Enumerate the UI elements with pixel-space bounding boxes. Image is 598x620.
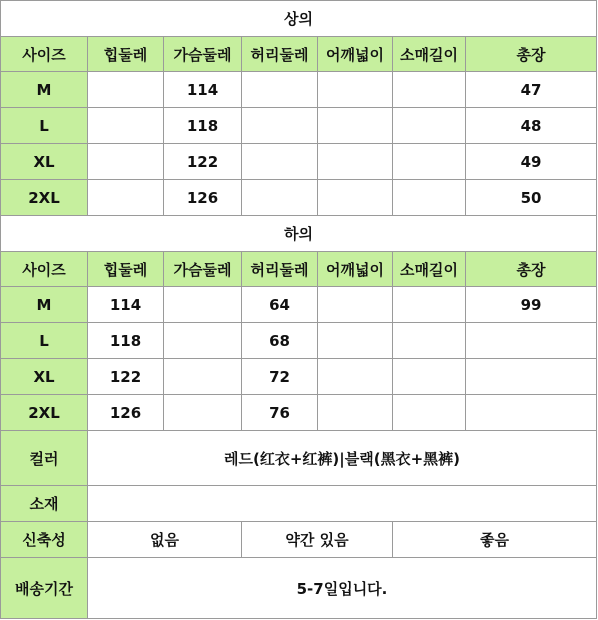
measure-cell: 49 <box>466 144 597 180</box>
measure-cell <box>164 287 242 323</box>
header-cell: 어깨넓이 <box>318 252 393 287</box>
measure-cell: 64 <box>242 287 318 323</box>
header-cell: 힙둘레 <box>88 37 164 72</box>
size-label: M <box>0 72 88 108</box>
measure-cell <box>466 359 597 395</box>
measure-cell <box>164 395 242 431</box>
size-label: 2XL <box>0 395 88 431</box>
measure-cell: 114 <box>164 72 242 108</box>
measure-cell <box>242 144 318 180</box>
measure-cell: 99 <box>466 287 597 323</box>
measure-cell <box>242 180 318 216</box>
measure-cell <box>242 72 318 108</box>
measure-cell <box>318 144 393 180</box>
stretch-option-some: 약간 있음 <box>242 522 393 558</box>
measure-cell <box>242 108 318 144</box>
header-cell: 사이즈 <box>0 252 88 287</box>
header-cell: 허리둘레 <box>242 252 318 287</box>
measure-cell: 114 <box>88 287 164 323</box>
measure-cell <box>393 323 466 359</box>
size-label: XL <box>0 144 88 180</box>
measure-cell <box>466 395 597 431</box>
measure-cell <box>164 323 242 359</box>
measure-cell: 118 <box>88 323 164 359</box>
measure-cell: 68 <box>242 323 318 359</box>
size-label: XL <box>0 359 88 395</box>
header-cell: 총장 <box>466 252 597 287</box>
header-cell: 사이즈 <box>0 37 88 72</box>
measure-cell <box>393 359 466 395</box>
section-title-bottom: 하의 <box>0 216 597 252</box>
measure-cell <box>318 72 393 108</box>
measure-cell: 76 <box>242 395 318 431</box>
header-cell: 소매길이 <box>393 37 466 72</box>
color-value: 레드(红衣+红裤)|블랙(黑衣+黑裤) <box>88 431 597 486</box>
measure-cell <box>88 72 164 108</box>
size-label: M <box>0 287 88 323</box>
material-label: 소재 <box>0 486 88 522</box>
size-label: L <box>0 323 88 359</box>
measure-cell <box>393 144 466 180</box>
size-label: L <box>0 108 88 144</box>
stretch-label: 신축성 <box>0 522 88 558</box>
stretch-option-none: 없음 <box>88 522 242 558</box>
measure-cell <box>393 395 466 431</box>
measure-cell: 126 <box>88 395 164 431</box>
color-label: 컬러 <box>0 431 88 486</box>
measure-cell <box>393 180 466 216</box>
section-title-top: 상의 <box>0 0 597 37</box>
measure-cell: 126 <box>164 180 242 216</box>
stretch-option-good: 좋음 <box>393 522 597 558</box>
measure-cell <box>318 359 393 395</box>
measure-cell <box>318 180 393 216</box>
header-cell: 총장 <box>466 37 597 72</box>
header-cell: 어깨넓이 <box>318 37 393 72</box>
measure-cell <box>393 287 466 323</box>
shipping-label: 배송기간 <box>0 558 88 619</box>
measure-cell: 47 <box>466 72 597 108</box>
size-label: 2XL <box>0 180 88 216</box>
measure-cell <box>164 359 242 395</box>
measure-cell <box>88 108 164 144</box>
shipping-value: 5-7일입니다. <box>88 558 597 619</box>
measure-cell: 118 <box>164 108 242 144</box>
measure-cell <box>88 180 164 216</box>
header-cell: 소매길이 <box>393 252 466 287</box>
measure-cell <box>318 108 393 144</box>
header-cell: 허리둘레 <box>242 37 318 72</box>
header-cell: 가슴둘레 <box>164 37 242 72</box>
header-cell: 가슴둘레 <box>164 252 242 287</box>
measure-cell: 122 <box>164 144 242 180</box>
measure-cell <box>318 287 393 323</box>
measure-cell: 122 <box>88 359 164 395</box>
measure-cell <box>318 395 393 431</box>
measure-cell <box>393 108 466 144</box>
measure-cell: 50 <box>466 180 597 216</box>
header-cell: 힙둘레 <box>88 252 164 287</box>
material-value <box>88 486 597 522</box>
measure-cell: 48 <box>466 108 597 144</box>
measure-cell <box>393 72 466 108</box>
measure-cell <box>466 323 597 359</box>
measure-cell <box>88 144 164 180</box>
measure-cell <box>318 323 393 359</box>
measure-cell: 72 <box>242 359 318 395</box>
